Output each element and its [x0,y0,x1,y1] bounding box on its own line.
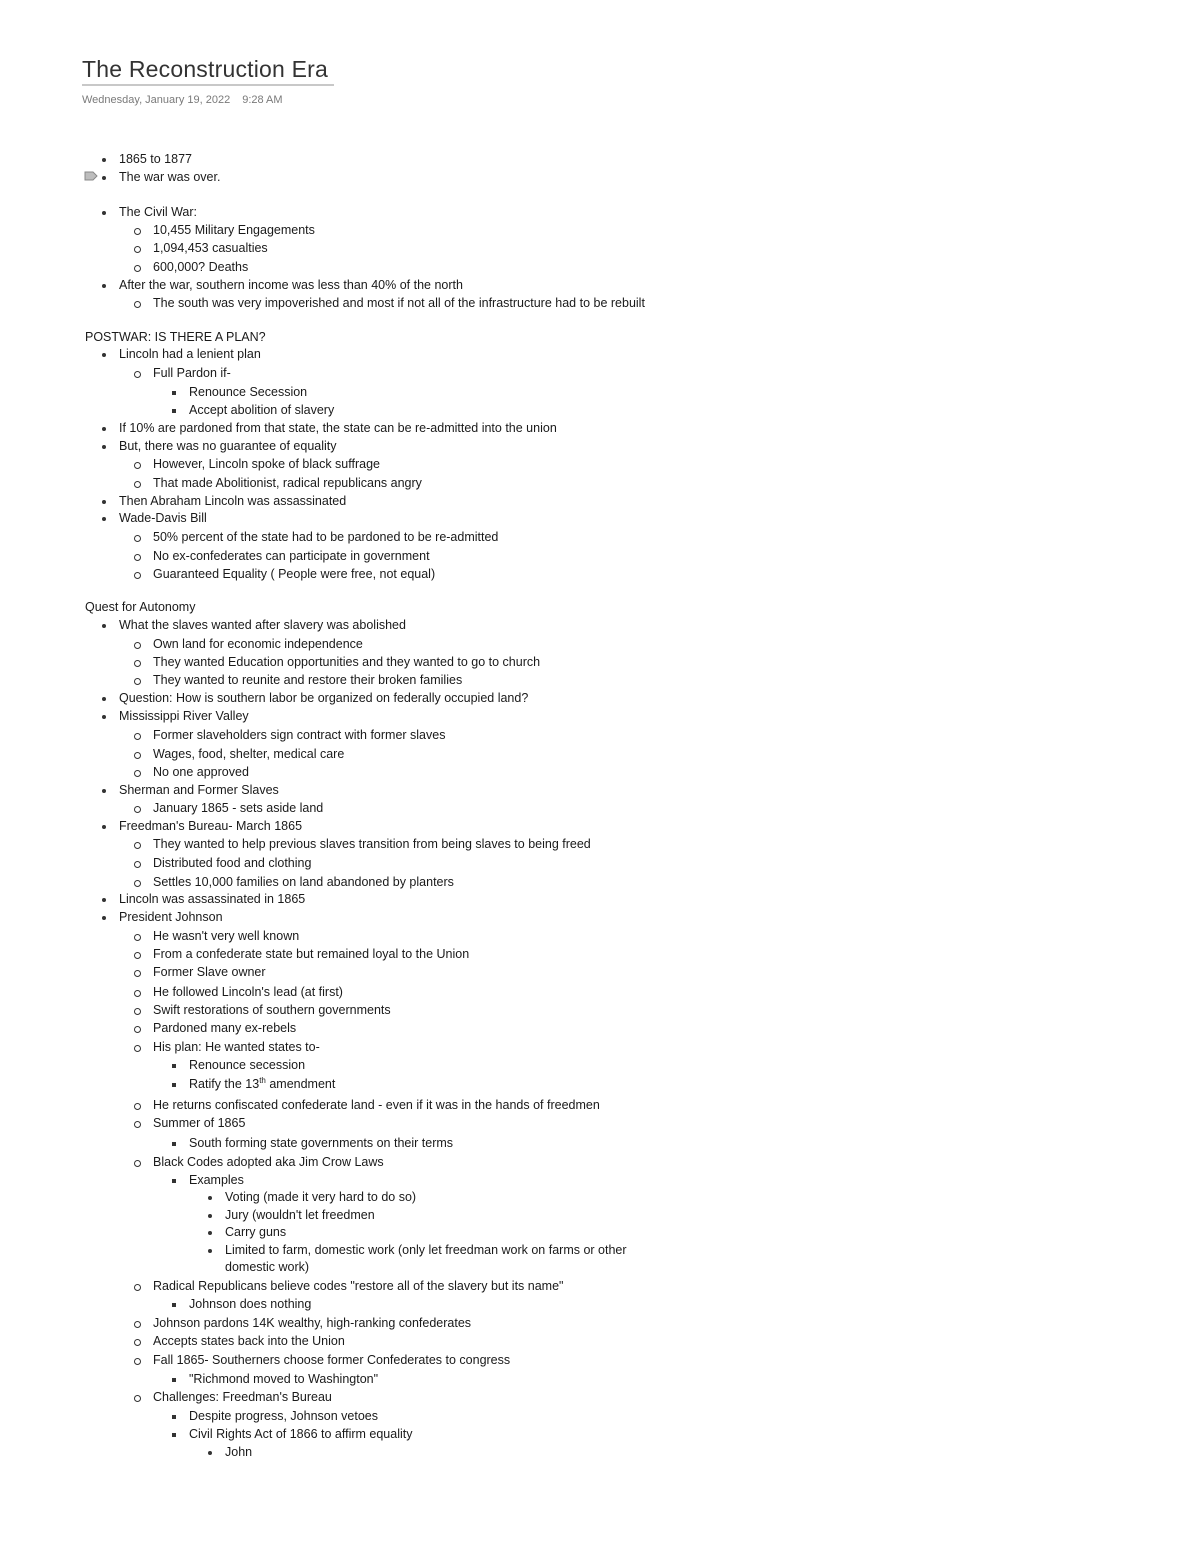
list-item [153,801,323,816]
list-item [153,1155,384,1170]
list-item [119,439,337,454]
list-item-text: Renounce Secession [189,385,308,399]
page-time: 9:28 AM [242,94,283,106]
list-item-text-tail: amendment [265,1077,336,1091]
bullet-icon [208,1196,212,1200]
list-item-text: Examples [189,1173,244,1187]
bullet-icon [134,481,141,488]
bullet-icon [134,246,141,253]
list-item [189,385,307,400]
list-item-text: Sherman and Former Slaves [119,783,279,797]
list-item [153,929,299,944]
bullet-icon [134,554,141,561]
list-item-text: Limited to farm, domestic work (only let freedman work on farms or other [225,1243,627,1257]
list-item [189,1372,378,1387]
list-item [119,152,192,167]
bullet-icon [134,952,141,959]
list-item-text: He wasn't very well known [153,929,300,943]
list-item-text: POSTWAR: IS THERE A PLAN? [85,330,266,344]
list-item-text: He returns confiscated confederate land - even if it was in the hands of freedmen [153,1098,600,1112]
list-item-text: Full Pardon if- [153,366,231,380]
bullet-icon [134,572,141,579]
list-item [153,296,645,311]
list-item-text: Jury (wouldn't let freedmen [225,1208,375,1222]
page-title: The Reconstruction Era [82,56,329,82]
bullet-icon [134,660,141,667]
bullet-icon [102,211,106,215]
list-item [153,457,380,472]
bullet-icon [134,1103,141,1110]
list-item [189,403,334,418]
list-item [153,856,311,871]
list-item [119,783,279,798]
list-item [153,366,231,381]
list-item-text: Wade-Davis Bill [119,511,207,525]
list-item [153,1353,510,1368]
list-item-text: Summer of 1865 [153,1116,246,1130]
list-item-text: Accepts states back into the Union [153,1334,345,1348]
list-item-text: Civil Rights Act of 1866 to affirm equality [189,1427,413,1441]
bullet-icon [134,880,141,887]
bullet-icon [102,697,106,701]
list-item-text: Challenges: Freedman's Bureau [153,1390,332,1404]
bullet-icon [102,427,106,431]
bullet-icon [102,715,106,719]
list-item [153,673,462,688]
list-item [153,875,454,890]
list-item [153,837,591,852]
list-item-text: If 10% are pardoned from that state, the state can be re-admitted into the union [119,421,557,435]
list-item [119,494,346,509]
list-item [119,910,223,925]
list-item [153,747,344,762]
page-timestamp [82,94,283,106]
list-item-text: South forming state governments on their terms [189,1136,454,1150]
list-item-text: Radical Republicans believe codes "restore all of the slavery but its name" [153,1279,564,1293]
list-item [153,1316,471,1331]
list-item [119,421,557,436]
list-item-text: No ex-confederates can participate in government [153,549,430,563]
list-item [225,1445,252,1460]
list-item [225,1225,286,1240]
bullet-icon [134,1160,141,1167]
bullet-icon [172,1064,176,1068]
list-item [153,728,445,743]
list-item [189,1173,244,1188]
page-date: Wednesday, January 19, 2022 [82,94,231,106]
bullet-icon [102,825,106,829]
section-heading [85,330,266,345]
bullet-icon [102,353,106,357]
bullet-icon [134,990,141,997]
list-item [119,892,305,907]
list-item-text: The war was over. [119,170,221,184]
list-item [153,1390,332,1405]
bullet-icon [134,806,141,813]
list-item-text: 50% percent of the state had to be pardoned to be re-admitted [153,530,499,544]
list-item [225,1243,627,1258]
list-item [153,241,268,256]
list-item [153,765,249,780]
bullet-icon [134,842,141,849]
list-item-text: Johnson does nothing [189,1297,312,1311]
list-item-text: What the slaves wanted after slavery was abolished [119,618,406,632]
bullet-icon [134,861,141,868]
bullet-icon [102,176,106,180]
bullet-icon [172,1142,176,1146]
bullet-icon [172,1083,176,1087]
list-item [119,691,528,706]
list-item-text: Lincoln was assassinated in 1865 [119,892,306,906]
list-item-text: Wages, food, shelter, medical care [153,747,345,761]
list-item-text: domestic work) [225,1260,310,1274]
list-item-text: 1,094,453 casualties [153,241,268,255]
bullet-icon [134,1008,141,1015]
bullet-icon [134,642,141,649]
list-item [153,1279,563,1294]
bullet-icon [208,1451,212,1455]
bullet-icon [134,733,141,740]
list-item-text: Voting (made it very hard to do so) [225,1190,417,1204]
bullet-icon [102,284,106,288]
list-item-text: They wanted to help previous slaves transition from being slaves to being freed [153,837,591,851]
list-item-text: Guaranteed Equality ( People were free, not equal) [153,567,436,581]
bullet-icon [102,789,106,793]
list-item [119,819,302,834]
bullet-icon [102,517,106,521]
list-item-text: John [225,1445,253,1459]
list-item-text: Mississippi River Valley [119,709,249,723]
bullet-icon [102,500,106,504]
list-item [153,985,343,1000]
list-item-text: "Richmond moved to Washington" [189,1372,379,1386]
list-item [153,223,315,238]
list-item [153,965,266,980]
list-item-text: Fall 1865- Southerners choose former Confederates to congress [153,1353,511,1367]
tag-icon[interactable] [84,171,98,181]
list-item-text: President Johnson [119,910,223,924]
list-item [153,1334,345,1349]
list-item [153,260,248,275]
list-item-text: After the war, southern income was less than 40% of the north [119,278,463,292]
list-item-text: Accept abolition of slavery [189,403,335,417]
list-item-text: Renounce secession [189,1058,306,1072]
bullet-icon [102,624,106,628]
list-item-text: Freedman's Bureau- March 1865 [119,819,303,833]
list-item [153,567,435,582]
bullet-icon [134,1026,141,1033]
list-item-text: Settles 10,000 families on land abandoned by planters [153,875,454,889]
list-item [153,1040,320,1055]
bullet-icon [134,970,141,977]
bullet-icon [134,1121,141,1128]
bullet-icon [172,1179,176,1183]
list-item [119,278,463,293]
list-item [119,709,249,724]
list-item-text: Question: How is southern labor be organized on federally occupied land? [119,691,529,705]
list-item-text: 10,455 Military Engagements [153,223,315,237]
list-item-text: Despite progress, Johnson vetoes [189,1409,378,1423]
list-item [189,1077,335,1092]
list-item-text: Former slaveholders sign contract with former slaves [153,728,446,742]
list-item [189,1058,305,1073]
list-item [153,1098,600,1113]
list-item-text: Distributed food and clothing [153,856,312,870]
bullet-icon [134,1395,141,1402]
list-item [119,618,406,633]
bullet-icon [134,301,141,308]
bullet-icon [172,1415,176,1419]
bullet-icon [134,934,141,941]
bullet-icon [208,1214,212,1218]
list-item [225,1260,309,1275]
list-item [153,530,498,545]
list-item-text: That made Abolitionist, radical republicans angry [153,476,422,490]
list-item [153,549,430,564]
list-item [119,170,220,185]
bullet-icon [102,445,106,449]
list-item-text: He followed Lincoln's lead (at first) [153,985,343,999]
list-item [119,347,261,362]
bullet-icon [134,678,141,685]
list-item-text: They wanted Education opportunities and they wanted to go to church [153,655,541,669]
list-item-text: 600,000? Deaths [153,260,249,274]
list-item [153,1116,245,1131]
list-item-text: His plan: He wanted states to- [153,1040,320,1054]
list-item [225,1208,375,1223]
bullet-icon [134,371,141,378]
list-item-text: Lincoln had a lenient plan [119,347,261,361]
bullet-icon [134,1045,141,1052]
list-item-text: The Civil War: [119,205,198,219]
list-item [153,655,540,670]
bullet-icon [172,1303,176,1307]
list-item [189,1409,378,1424]
list-item-text: Ratify the 13 [189,1077,260,1091]
bullet-icon [134,265,141,272]
list-item-text: Johnson pardons 14K wealthy, high-ranking confederates [153,1316,472,1330]
list-item-text: Carry guns [225,1225,287,1239]
bullet-icon [134,752,141,759]
section-heading [85,600,195,615]
list-item [153,947,469,962]
list-item [119,511,207,526]
bullet-icon [208,1231,212,1235]
bullet-icon [134,535,141,542]
bullet-icon [134,228,141,235]
list-item-text: Quest for Autonomy [85,600,196,614]
bullet-icon [208,1249,212,1253]
bullet-icon [134,770,141,777]
list-item [153,637,363,652]
list-item [119,205,197,220]
list-item-text: January 1865 - sets aside land [153,801,324,815]
list-item [225,1190,416,1205]
list-item-text: However, Lincoln spoke of black suffrage [153,457,380,471]
list-item-text: Pardoned many ex-rebels [153,1021,297,1035]
bullet-icon [172,409,176,413]
list-item-text: Former Slave owner [153,965,266,979]
list-item [153,476,422,491]
bullet-icon [134,1284,141,1291]
list-item [189,1136,453,1151]
bullet-icon [134,1321,141,1328]
list-item-text: Own land for economic independence [153,637,363,651]
superscript-text: th [259,1075,266,1085]
title-underline [82,84,334,86]
list-item [189,1427,413,1442]
list-item [189,1297,311,1312]
bullet-icon [134,1339,141,1346]
bullet-icon [172,1378,176,1382]
list-item [153,1021,296,1036]
list-item-text: 1865 to 1877 [119,152,192,166]
list-item [153,1003,391,1018]
list-item-text: The south was very impoverished and most if not all of the infrastructure had to be rebuilt [153,296,645,310]
list-item-text: From a confederate state but remained loyal to the Union [153,947,470,961]
bullet-icon [102,158,106,162]
bullet-icon [172,391,176,395]
list-item-text: No one approved [153,765,249,779]
bullet-icon [134,1358,141,1365]
list-item-text: Black Codes adopted aka Jim Crow Laws [153,1155,384,1169]
list-item-text: Then Abraham Lincoln was assassinated [119,494,347,508]
list-item-text: Swift restorations of southern governments [153,1003,391,1017]
bullet-icon [134,462,141,469]
list-item-text: But, there was no guarantee of equality [119,439,337,453]
bullet-icon [172,1433,176,1437]
bullet-icon [102,898,106,902]
bullet-icon [102,916,106,920]
list-item-text: They wanted to reunite and restore their broken families [153,673,463,687]
